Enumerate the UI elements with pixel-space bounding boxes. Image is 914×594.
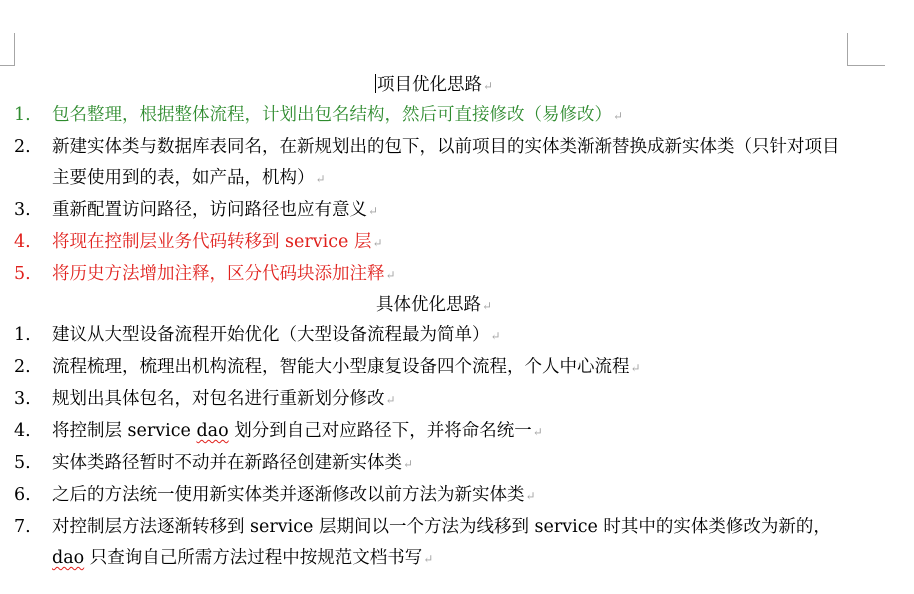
page-corner-mark-top-right	[847, 33, 885, 66]
list-item[interactable]	[14, 132, 854, 195]
list-item[interactable]	[14, 416, 854, 448]
paragraph-mark-icon: ↵	[490, 329, 501, 343]
page-corner-mark-top-left	[0, 33, 15, 66]
paragraph-mark-icon: ↵	[613, 109, 624, 123]
spelling-flag-text: dao	[52, 548, 85, 568]
paragraph-mark-icon: ↵	[403, 457, 414, 471]
list-item[interactable]	[14, 352, 854, 384]
paragraph-mark-icon: ↵	[385, 393, 396, 407]
list-number: 2.	[14, 137, 31, 157]
section-heading-specific-optimization[interactable]	[14, 291, 854, 320]
paragraph-mark-icon: ↵	[385, 268, 396, 282]
paragraph-mark-icon: ↵	[315, 172, 326, 186]
section-heading-project-optimization[interactable]	[14, 71, 854, 100]
list-item-text-after: 划分到自己对应路径下，并将命名统一	[228, 421, 532, 441]
specific-optimization-list	[14, 320, 854, 575]
paragraph-mark-icon: ↵	[368, 204, 379, 218]
heading-text: 具体优化思路	[375, 295, 481, 315]
list-item-text: 新建实体类与数据库表同名，在新规划出的包下，以前项目的实体类渐渐替换成新实体类（只针对项目主要使用到的表，如产品，机构）	[52, 137, 840, 188]
list-number: 5.	[14, 264, 31, 284]
list-number: 3.	[14, 200, 31, 220]
list-item-text-before: 将控制层 service	[52, 421, 197, 441]
paragraph-mark-icon: ↵	[481, 299, 493, 313]
list-number: 1.	[14, 325, 31, 345]
list-item[interactable]	[14, 227, 854, 259]
paragraph-mark-icon: ↵	[630, 361, 641, 375]
list-number: 4.	[14, 232, 31, 252]
list-item-text-after: 只查询自己所需方法过程中按规范文档书写	[84, 548, 423, 568]
list-number: 1.	[14, 105, 31, 125]
list-item[interactable]	[14, 448, 854, 480]
list-item-text: 将历史方法增加注释，区分代码块添加注释	[52, 264, 385, 284]
paragraph-mark-icon: ↵	[525, 489, 536, 503]
spelling-flag-text: dao	[196, 421, 229, 441]
list-item[interactable]	[14, 195, 854, 227]
project-optimization-list	[14, 100, 854, 291]
list-item-text: 包名整理，根据整体流程，计划出包名结构，然后可直接修改（易修改）	[52, 105, 612, 125]
document-body[interactable]	[14, 71, 854, 575]
list-number: 6.	[14, 485, 31, 505]
list-number: 4.	[14, 421, 31, 441]
list-item[interactable]	[14, 320, 854, 352]
list-number: 2.	[14, 357, 31, 377]
list-number: 7.	[14, 517, 31, 537]
list-item-text-before: 对控制层方法逐渐转移到 service 层期间以一个方法为线移到 service 时其中的实体类修改为新的，	[52, 517, 831, 537]
list-item[interactable]	[14, 384, 854, 416]
list-item[interactable]	[14, 259, 854, 291]
list-number: 5.	[14, 453, 31, 473]
list-item-text: 流程梳理，梳理出机构流程，智能大小型康复设备四个流程，个人中心流程	[52, 357, 630, 377]
list-item-text: 之后的方法统一使用新实体类并逐渐修改以前方法为新实体类	[52, 485, 525, 505]
paragraph-mark-icon: ↵	[372, 236, 383, 250]
list-item[interactable]	[14, 480, 854, 512]
list-item-text: 建议从大型设备流程开始优化（大型设备流程最为简单）	[52, 325, 490, 345]
list-number: 3.	[14, 389, 31, 409]
list-item[interactable]	[14, 512, 854, 575]
paragraph-mark-icon: ↵	[482, 79, 494, 93]
list-item[interactable]	[14, 100, 854, 132]
paragraph-mark-icon: ↵	[532, 425, 543, 439]
list-item-text: 规划出具体包名，对包名进行重新划分修改	[52, 389, 385, 409]
paragraph-mark-icon: ↵	[423, 552, 434, 566]
heading-text: 项目优化思路	[376, 75, 482, 95]
list-item-text: 重新配置访问路径，访问路径也应有意义	[52, 200, 367, 220]
list-item-text: 实体类路径暂时不动并在新路径创建新实体类	[52, 453, 402, 473]
text-cursor	[375, 74, 376, 93]
list-item-text: 将现在控制层业务代码转移到 service 层	[52, 232, 372, 252]
